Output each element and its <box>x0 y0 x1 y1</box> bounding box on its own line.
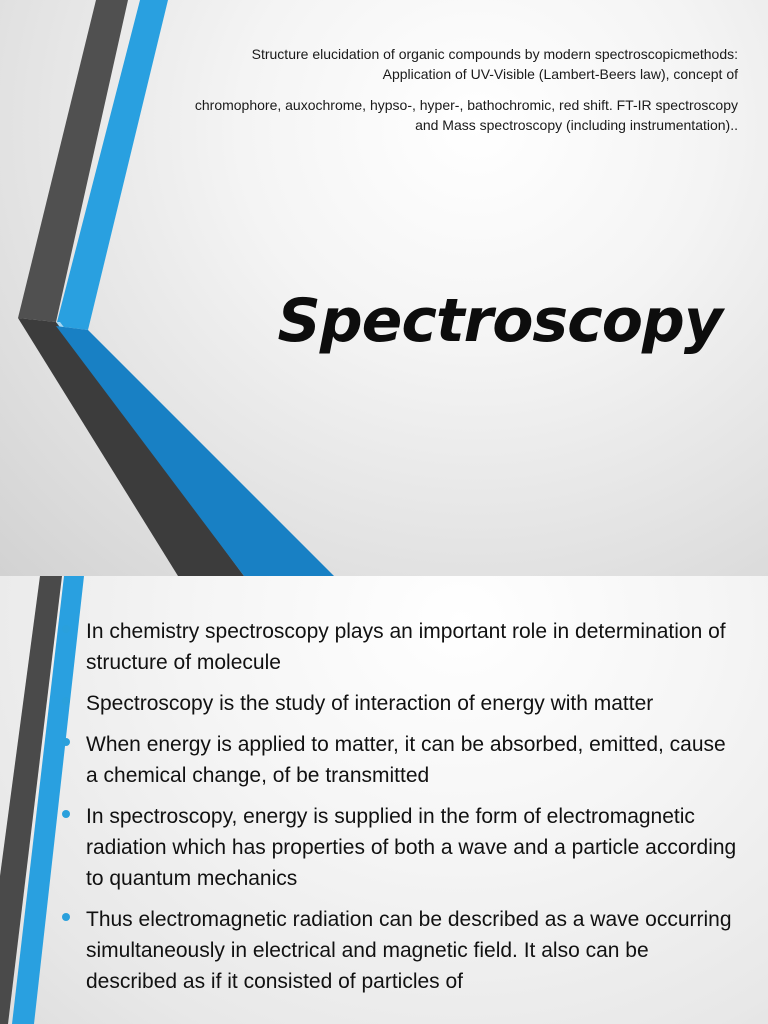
bullet-icon <box>62 697 70 705</box>
subtitle-line: Application of UV-Visible (Lambert-Beers law), concept of <box>382 66 738 82</box>
bullet-text: In chemistry spectroscopy plays an important role in determination of structure of molecule <box>86 620 726 674</box>
subtitle-line: and Mass spectroscopy (including instrumentation).. <box>415 117 738 133</box>
bullet-list <box>58 616 738 1007</box>
bullet-icon <box>62 625 70 633</box>
bullet-icon <box>62 738 70 746</box>
list-item <box>58 688 738 719</box>
bullet-icon <box>62 810 70 818</box>
bullet-text: Spectroscopy is the study of interaction of energy with matter <box>86 692 654 715</box>
list-item <box>58 904 738 997</box>
bullet-text: When energy is applied to matter, it can be absorbed, emitted, cause a chemical change, of be transmitted <box>86 733 726 787</box>
list-item <box>58 729 738 791</box>
dark-band-lower <box>18 318 244 576</box>
subtitle-block-1 <box>78 44 738 84</box>
subtitle-block-2 <box>78 95 738 135</box>
slide-title: Spectroscopy <box>277 286 722 356</box>
bullet-text: Thus electromagnetic radiation can be described as a wave occurring simultaneously in electrical and magnetic field. It also can be described as if it consisted of particles of <box>86 908 732 993</box>
subtitle-line: Structure elucidation of organic compounds by modern spectroscopicmethods: <box>251 46 738 62</box>
bullet-icon <box>62 913 70 921</box>
bullet-text: In spectroscopy, energy is supplied in the form of electromagnetic radiation which has properties of both a wave and a particle according to quantum mechanics <box>86 805 737 890</box>
subtitle-line: chromophore, auxochrome, hypso-, hyper-, bathochromic, red shift. FT-IR spectroscopy <box>194 97 738 113</box>
content-slide <box>0 576 768 1024</box>
list-item <box>58 616 738 678</box>
list-item <box>58 801 738 894</box>
